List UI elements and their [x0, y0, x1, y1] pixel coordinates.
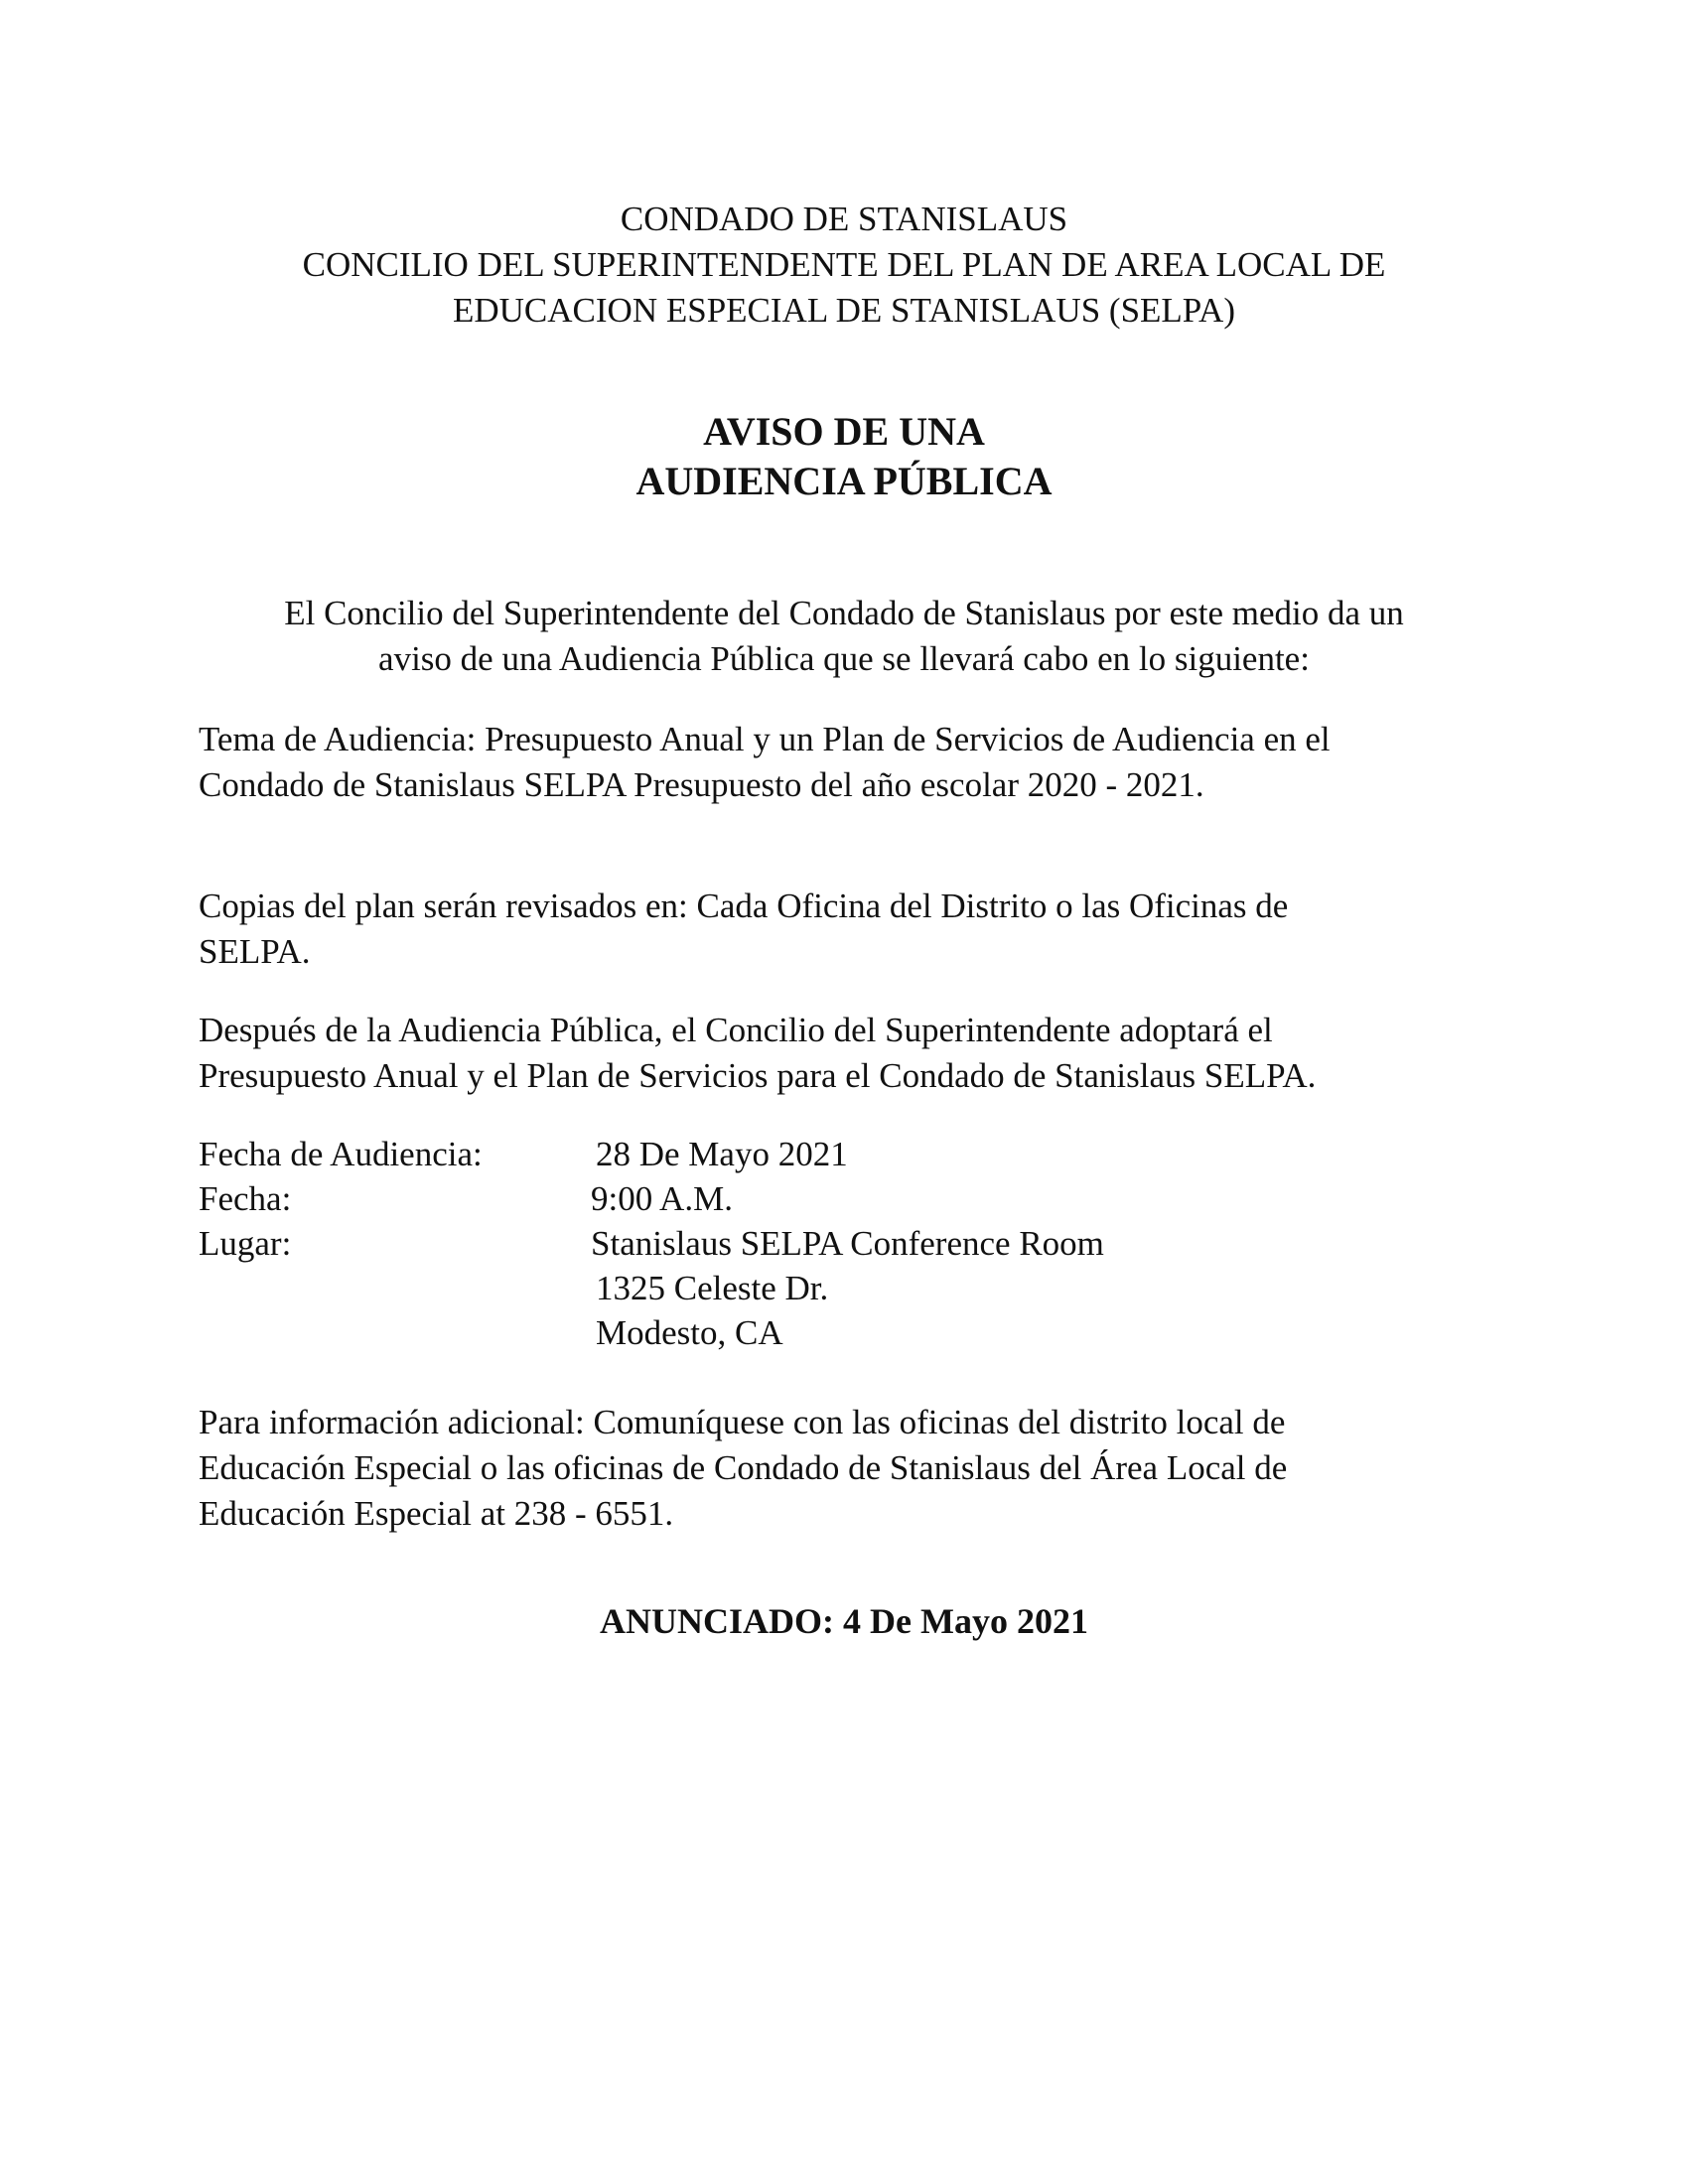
- title-line-1: AVISO DE UNA: [703, 409, 985, 454]
- after-hearing-line-1: Después de la Audiencia Pública, el Concilio del Superintendente adoptará el: [199, 1011, 1273, 1049]
- hearing-topic-paragraph: [199, 717, 1489, 808]
- location-line-3: Modesto, CA: [596, 1313, 783, 1352]
- hearing-details: [199, 1132, 1489, 1355]
- copies-paragraph: [199, 884, 1489, 975]
- copies-line-2: SELPA.: [199, 932, 311, 971]
- header-line-council: CONCILIO DEL SUPERINTENDENTE DEL PLAN DE AREA LOCAL DE: [302, 245, 1386, 284]
- after-hearing-paragraph: [199, 1008, 1489, 1099]
- time-value: 9:00 A.M.: [591, 1179, 733, 1218]
- title-line-2: AUDIENCIA PÚBLICA: [635, 459, 1053, 503]
- additional-info-line-3: Educación Especial at 238 - 6551.: [199, 1494, 674, 1533]
- announced-date: ANUNCIADO: 4 De Mayo 2021: [600, 1601, 1088, 1641]
- location-label: Lugar:: [199, 1224, 292, 1263]
- hearing-topic-line-1: Tema de Audiencia: Presupuesto Anual y un Plan de Servicios de Audiencia en el: [199, 720, 1331, 758]
- location-line-1: Stanislaus SELPA Conference Room: [591, 1224, 1104, 1263]
- organization-header: [0, 197, 1688, 334]
- intro-line-2: aviso de una Audiencia Pública que se llevará cabo en lo siguiente:: [378, 639, 1310, 678]
- detail-row-hearing-date: [199, 1132, 1489, 1176]
- detail-row-location: [199, 1221, 1489, 1266]
- intro-line-1: El Concilio del Superintendente del Condado de Stanislaus por este medio da un: [284, 594, 1404, 632]
- detail-row-time: [199, 1176, 1489, 1221]
- time-label: Fecha:: [199, 1179, 292, 1218]
- hearing-date-value: 28 De Mayo 2021: [596, 1135, 848, 1173]
- header-line-selpa: EDUCACION ESPECIAL DE STANISLAUS (SELPA): [453, 291, 1235, 330]
- intro-paragraph: [0, 591, 1688, 682]
- additional-info-line-2: Educación Especial o las oficinas de Condado de Stanislaus del Área Local de: [199, 1448, 1288, 1487]
- additional-info-paragraph: [199, 1400, 1489, 1537]
- hearing-date-label: Fecha de Audiencia:: [199, 1135, 483, 1173]
- notice-title: [0, 407, 1688, 506]
- location-line-2: 1325 Celeste Dr.: [596, 1269, 829, 1307]
- additional-info-line-1: Para información adicional: Comuníquese con las oficinas del distrito local de: [199, 1403, 1286, 1441]
- hearing-topic-line-2: Condado de Stanislaus SELPA Presupuesto del año escolar 2020 - 2021.: [199, 765, 1204, 804]
- detail-row-location-city: [199, 1310, 1489, 1355]
- detail-row-location-street: [199, 1266, 1489, 1310]
- header-line-county: CONDADO DE STANISLAUS: [620, 200, 1068, 238]
- copies-line-1: Copias del plan serán revisados en: Cada Oficina del Distrito o las Oficinas de: [199, 887, 1289, 925]
- after-hearing-line-2: Presupuesto Anual y el Plan de Servicios para el Condado de Stanislaus SELPA.: [199, 1056, 1317, 1095]
